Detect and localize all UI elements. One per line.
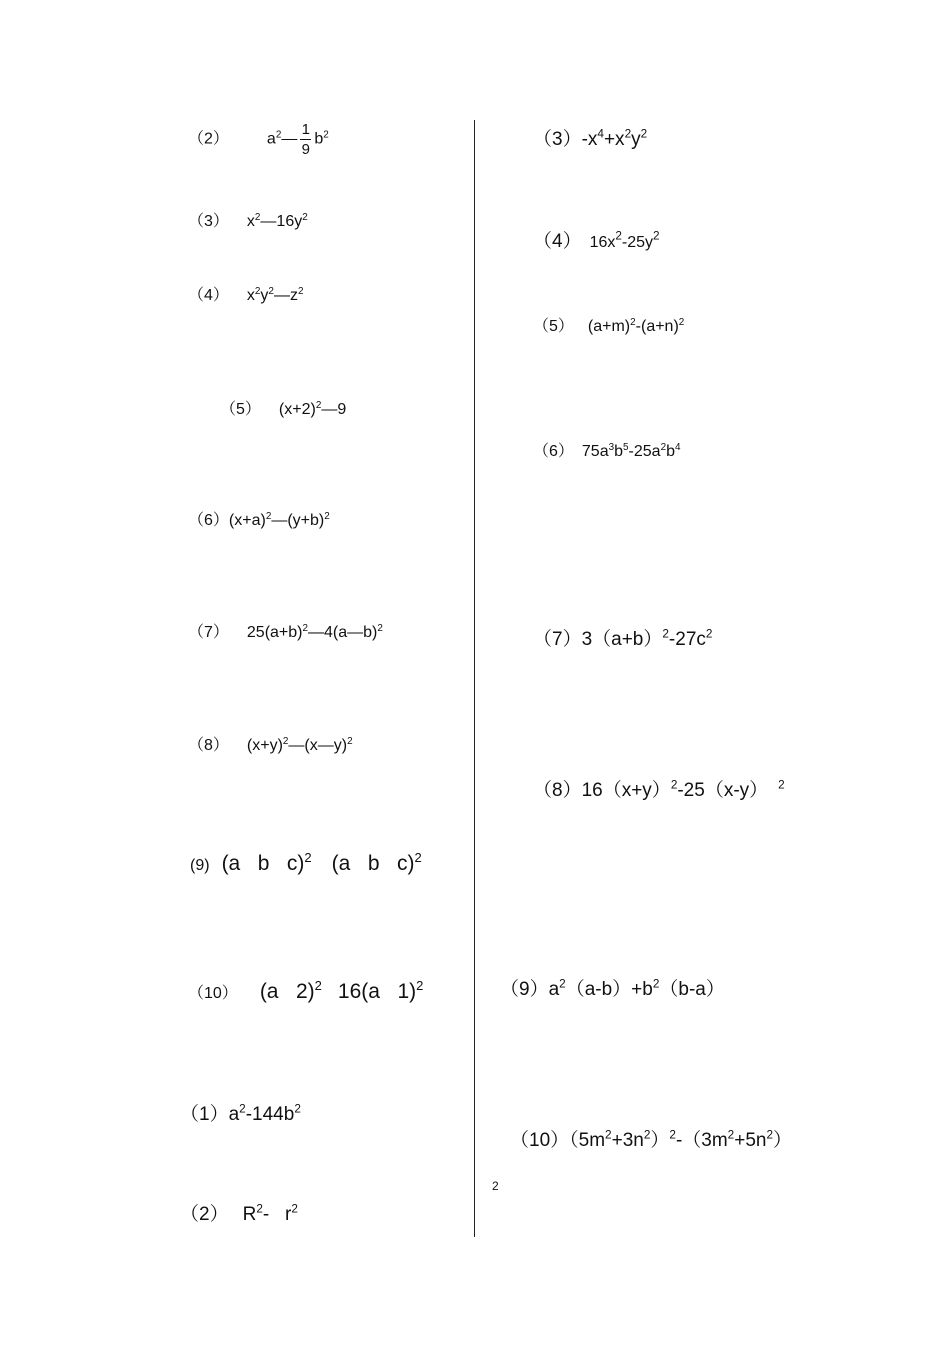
problem-left-7: （7） $25(a+b)^2—4(a—b)^2$ <box>188 622 383 641</box>
problem-left-8: （8） $(x+y)^2—(x—y)^2$ <box>188 735 353 754</box>
column-divider <box>474 120 475 1237</box>
problem-right-3: $(3)-x^4+x^2y^2$ <box>533 127 648 150</box>
problem-left-9: (9) (a b c)$^2$ (a b c)$^2$ <box>190 849 422 875</box>
problem-right-4: （4） $16x^2-25y^2$ <box>533 229 660 252</box>
problem-left-3: （3） $x^2—16y^2$ <box>188 211 308 230</box>
problem-left-6: $(6)(x+a)^2—(y+b)^2$ <box>188 510 330 529</box>
problem-left-5: （5） $(x+2)^2—9$ <box>220 399 347 418</box>
problem-left-2b: （2） $R^2-$ $r^2$ <box>180 1202 298 1225</box>
problem-left-2: （2） $a^2—$ $\frac{1}{9}$ $b^2$ <box>188 121 329 158</box>
stray-exponent: 2 <box>492 1179 499 1193</box>
problem-right-7: $(7)3(a+b)^2-27c^2$ <box>533 627 713 650</box>
problem-right-10: $(10)(5m^2+3n^2)^2-(3m^2+5n^2)$ <box>510 1128 793 1151</box>
problem-left-1b: $(1)a^2-144b^2$ <box>180 1102 301 1125</box>
problem-right-8: $(8)16(x+y)^2-25(x-y)$ $^2$ <box>533 778 785 801</box>
problem-left-10: （10） (a 2)$^2$ 16(a 1)$^2$ <box>188 977 424 1003</box>
problem-right-6: （6） $75a^3b^5-25a^2b^4$ <box>533 441 681 460</box>
problem-right-5: （5） $(a+m)^2-(a+n)^2$ <box>533 316 685 335</box>
fraction: $\frac{1}{9}$ <box>301 121 310 158</box>
problem-right-9: $(9)a^2(a-b)+b^2(b-a)$ <box>500 977 725 1000</box>
problem-left-4: （4） $x^2y^2—z^2$ <box>188 285 304 304</box>
